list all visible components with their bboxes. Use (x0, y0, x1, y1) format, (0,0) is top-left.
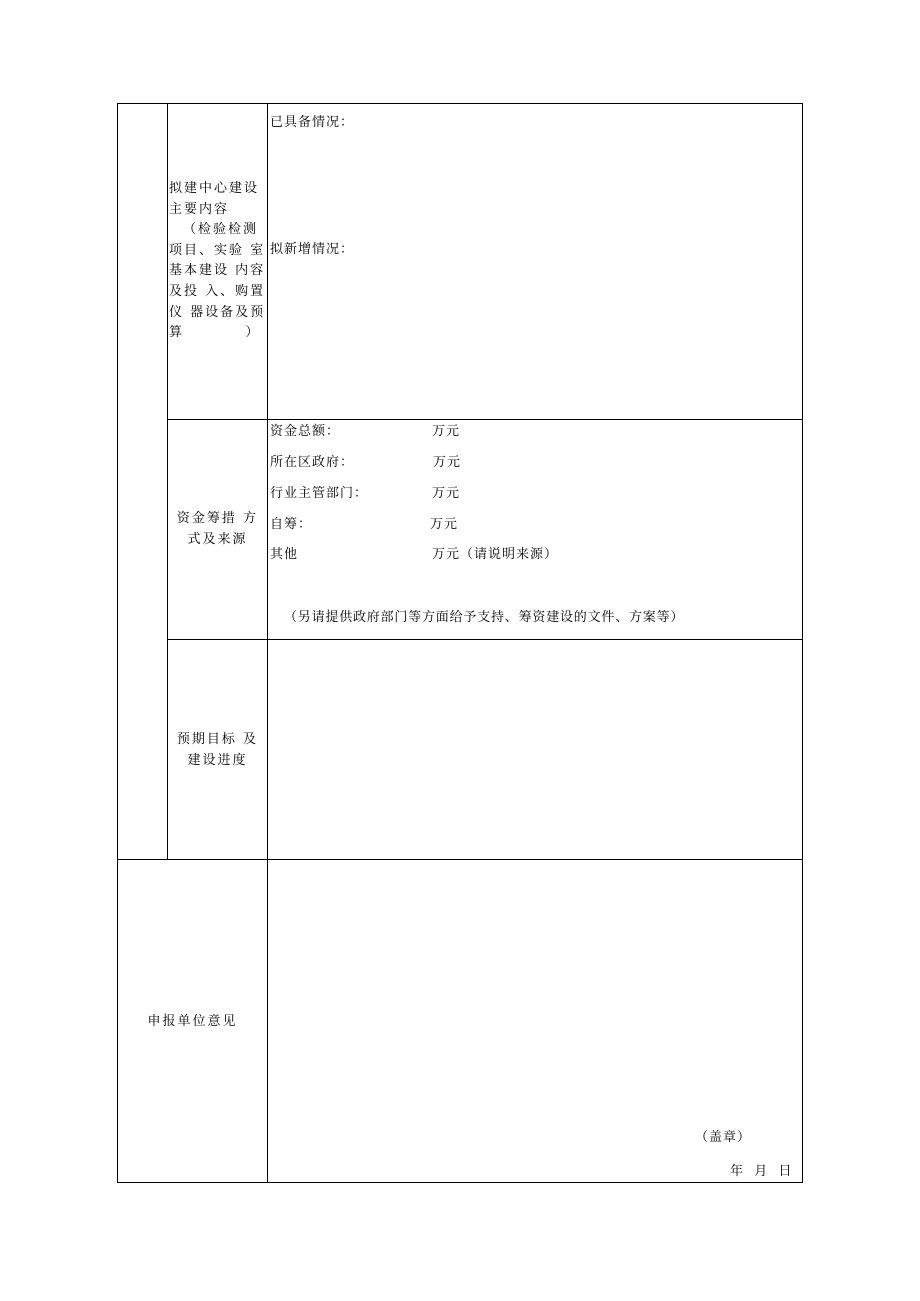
row-divider-construction-funding (167, 419, 803, 420)
label-line: 拟建中心建设 (169, 181, 260, 196)
self-raised-fund-label: 自筹： (270, 517, 313, 532)
total-fund-label: 资金总额： (270, 424, 341, 439)
label-line: 算 ） (169, 325, 261, 341)
construction-content-label (169, 179, 266, 344)
table-bottom-border (117, 1182, 803, 1183)
table-right-border (802, 103, 803, 1183)
other-fund-unit: 万元（请说明来源） (432, 547, 559, 562)
label-line: 仪 器设备及预 (169, 304, 266, 320)
label-line: 式及来源 (187, 531, 248, 547)
row-divider-funding-goals (167, 639, 803, 640)
label-line: 项目、实验 室 (169, 242, 266, 258)
industry-dept-fund-label: 行业主管部门： (270, 486, 369, 501)
label-line: （检验检测 (183, 222, 259, 238)
existing-conditions-label: 已具备情况： (270, 115, 355, 130)
district-gov-fund-label: 所在区政府： (270, 455, 355, 470)
funding-method-label (170, 509, 265, 550)
new-additions-label: 拟新增情况： (270, 242, 355, 257)
total-fund-unit: 万元 (432, 424, 461, 439)
label-line: 预期目标 及 (176, 732, 259, 747)
label-content-divider (267, 103, 268, 1183)
row-divider-goals-opinion (117, 859, 803, 860)
inner-left-column-divider (167, 103, 168, 860)
seal-label: （盖章） (695, 1130, 752, 1145)
goals-progress-label (170, 730, 265, 771)
label-line: 主要内容 (169, 201, 230, 217)
label-line: 基本建设 内容 (169, 263, 266, 279)
district-gov-fund-unit: 万元 (433, 455, 462, 470)
table-top-border (117, 103, 803, 104)
label-line: 及投 入、购置 (169, 283, 266, 299)
date-label: 年 月 日 (730, 1164, 793, 1179)
self-raised-fund-unit: 万元 (430, 517, 459, 532)
label-line: 建设进度 (187, 752, 248, 768)
industry-dept-fund-unit: 万元 (432, 486, 461, 501)
other-fund-label: 其他 (270, 547, 299, 562)
label-line: 资金筹措 方 (176, 511, 259, 526)
applicant-opinion-label: 申报单位意见 (147, 1014, 238, 1029)
funding-documents-note: （另请提供政府部门等方面给予支持、筹资建设的文件、方案等） (284, 610, 685, 625)
